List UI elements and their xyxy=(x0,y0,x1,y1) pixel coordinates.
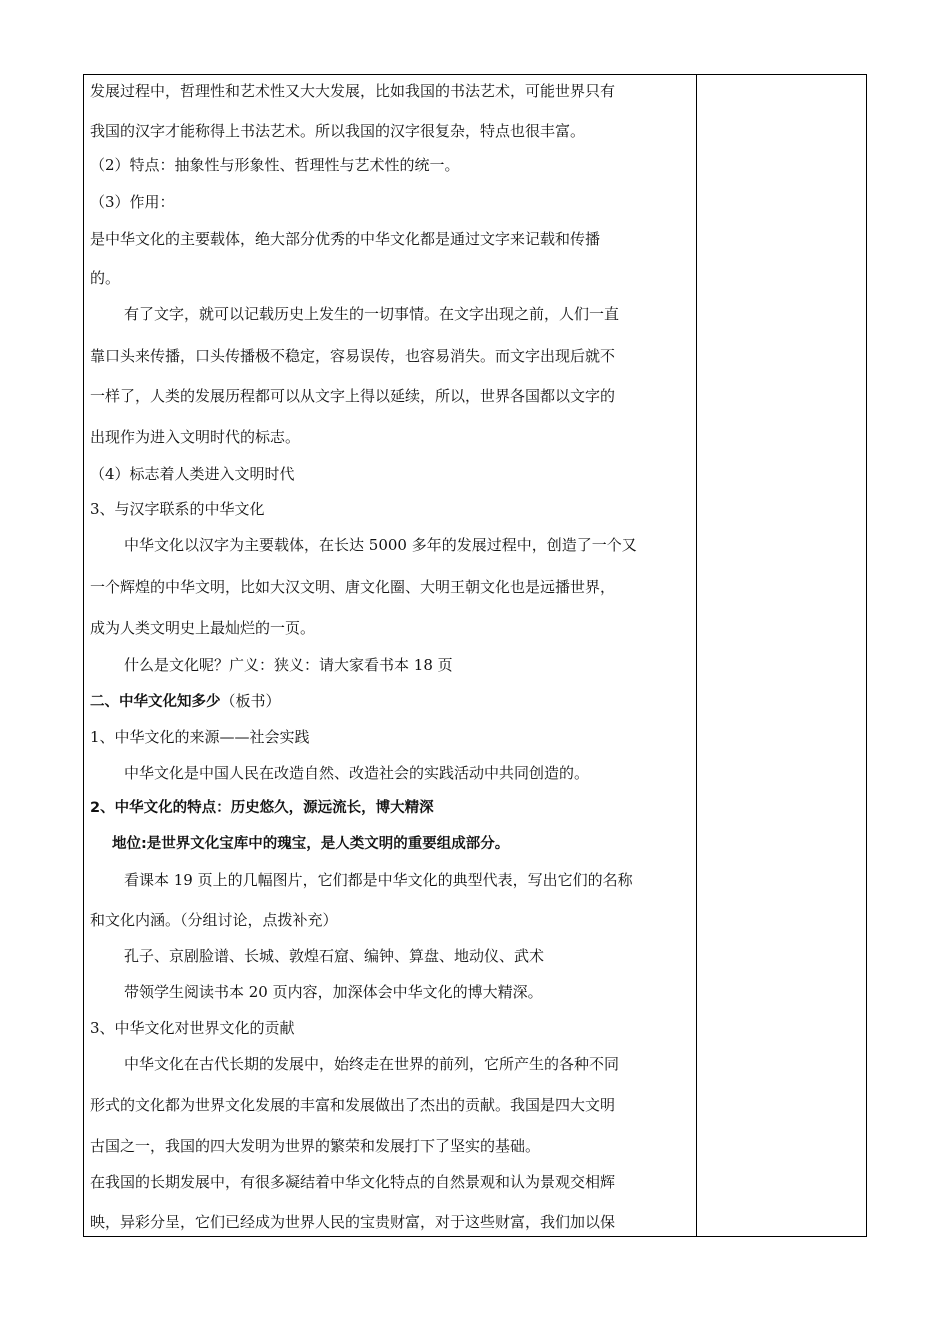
text-line: 出现作为进入文明时代的标志。 xyxy=(90,428,301,446)
text-line: 带领学生阅读书本 20 页内容，加深体会中华文化的博大精深。 xyxy=(124,983,543,1001)
text-line: 一个辉煌的中华文明，比如大汉文明、唐文化圈、大明王朝文化也是远播世界， xyxy=(90,578,616,596)
text-line: （4）标志着人类进入文明时代 xyxy=(90,465,295,483)
lesson-table xyxy=(83,74,867,1237)
text-line: 成为人类文明史上最灿烂的一页。 xyxy=(90,619,316,637)
text-line: 地位:是世界文化宝库中的瑰宝，是人类文明的重要组成部分。 xyxy=(112,836,510,852)
text-line: 靠口头来传播，口头传播极不稳定，容易误传，也容易消失。而文字出现后就不 xyxy=(90,347,616,365)
text-line: 中华文化在古代长期的发展中，始终走在世界的前列，它所产生的各种不同 xyxy=(124,1055,620,1073)
text-line: 有了文字，就可以记载历史上发生的一切事情。在文字出现之前，人们一直 xyxy=(124,305,620,323)
text-line: 和文化内涵。（分组讨论，点拨补充） xyxy=(90,911,338,929)
text-line: 一样了，人类的发展历程都可以从文字上得以延续，所以，世界各国都以文字的 xyxy=(90,387,616,405)
text-line: 1、中华文化的来源——社会实践 xyxy=(90,728,310,746)
text-line: 发展过程中，哲理性和艺术性又大大发展，比如我国的书法艺术，可能世界只有 xyxy=(90,82,616,100)
text-line: 在我国的长期发展中，有很多凝结着中华文化特点的自然景观和认为景观交相辉 xyxy=(90,1173,616,1191)
notes-cell xyxy=(697,75,866,1236)
text-line: 是中华文化的主要载体，绝大部分优秀的中华文化都是通过文字来记载和传播 xyxy=(90,230,601,248)
text-line: 中华文化是中国人民在改造自然、改造社会的实践活动中共同创造的。 xyxy=(124,764,590,782)
text-line: 古国之一，我国的四大发明为世界的繁荣和发展打下了坚实的基础。 xyxy=(90,1137,541,1155)
text-line: 我国的汉字才能称得上书法艺术。所以我国的汉字很复杂，特点也很丰富。 xyxy=(90,122,586,140)
text-line: 3、与汉字联系的中华文化 xyxy=(90,500,265,518)
text-line: 3、中华文化对世界文化的贡献 xyxy=(90,1019,295,1037)
text-line: 中华文化以汉字为主要载体，在长达 5000 多年的发展过程中，创造了一个又 xyxy=(124,536,637,554)
text-line: 什么是文化呢？广义：狭义：请大家看书本 18 页 xyxy=(124,656,453,674)
text-line: 映，异彩分呈，它们已经成为世界人民的宝贵财富，对于这些财富，我们加以保 xyxy=(90,1213,616,1231)
section-heading-title: 二、中华文化知多少 xyxy=(90,694,221,710)
text-line: 形式的文化都为世界文化发展的丰富和发展做出了杰出的贡献。我国是四大文明 xyxy=(90,1096,616,1114)
text-line: （2）特点：抽象性与形象性、哲理性与艺术性的统一。 xyxy=(90,156,460,174)
section-heading xyxy=(90,691,281,712)
section-heading-note: （板书） xyxy=(220,692,281,710)
text-line: 孔子、京剧脸谱、长城、敦煌石窟、编钟、算盘、地动仪、武术 xyxy=(124,947,545,965)
text-line: （3）作用： xyxy=(90,193,175,211)
text-line: 看课本 19 页上的几幅图片，它们都是中华文化的典型代表，写出它们的名称 xyxy=(124,871,633,889)
text-line: 2、中华文化的特点：历史悠久，源远流长，博大精深 xyxy=(90,800,434,816)
text-line: 的。 xyxy=(90,269,121,287)
